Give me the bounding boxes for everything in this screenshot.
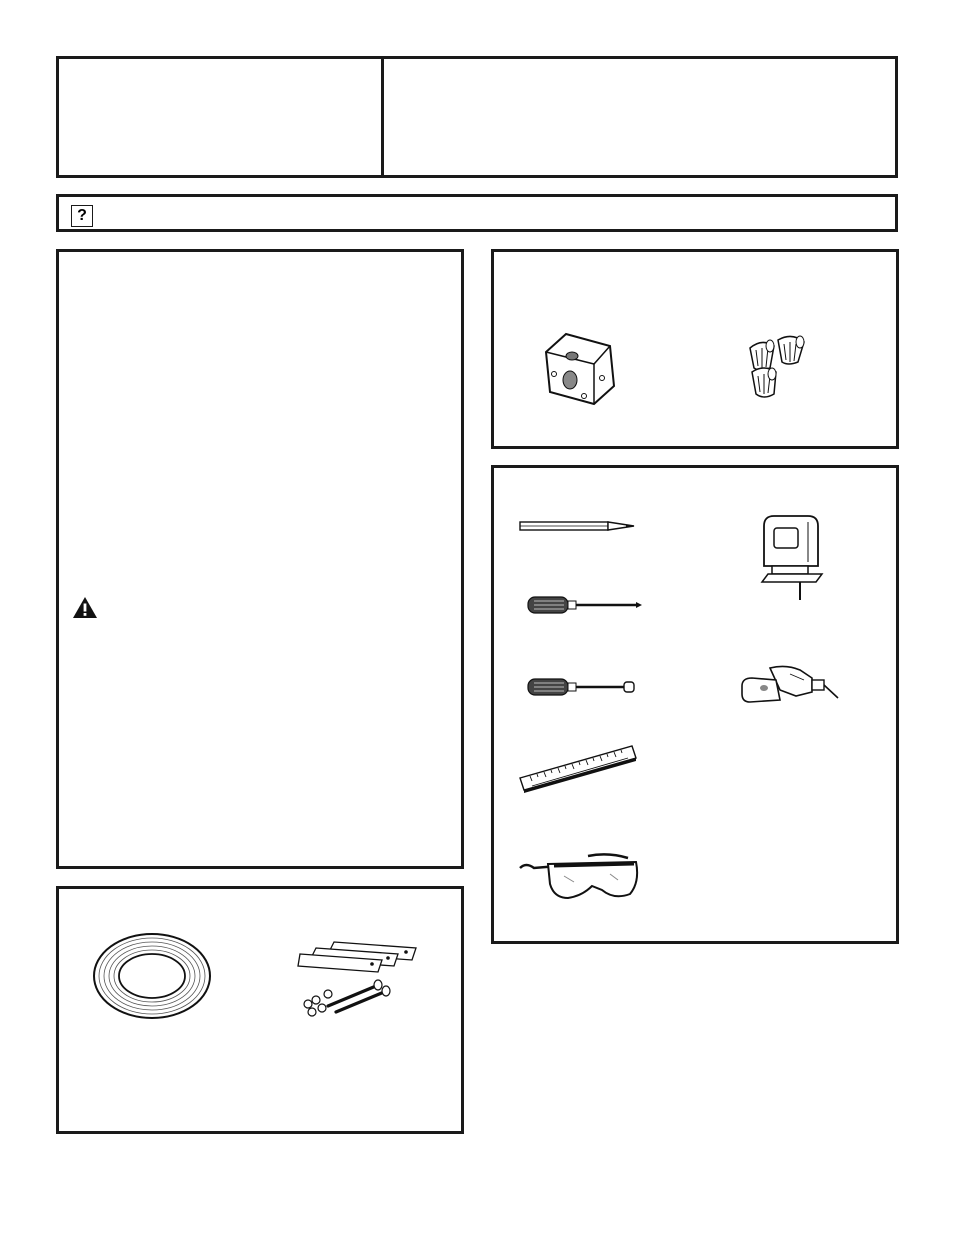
header-divider (381, 56, 384, 178)
phillips-screwdriver-icon (526, 594, 644, 616)
power-drill-icon (740, 664, 840, 706)
pencil-icon (518, 518, 638, 534)
mounting-brackets-and-screws-icon (298, 940, 420, 1024)
instructions-panel (56, 249, 464, 869)
nut-driver-icon (526, 676, 638, 698)
header-table (56, 56, 898, 178)
question-bar (56, 194, 898, 232)
question-mark-icon: ? (71, 205, 93, 227)
foam-gasket-ring-icon (92, 932, 212, 1020)
junction-box-icon (544, 332, 616, 406)
ruler-icon (518, 744, 638, 792)
warning-triangle-icon (72, 596, 98, 620)
jig-saw-icon (758, 514, 830, 602)
wire-nuts-icon (740, 332, 810, 402)
safety-glasses-icon (518, 852, 642, 904)
